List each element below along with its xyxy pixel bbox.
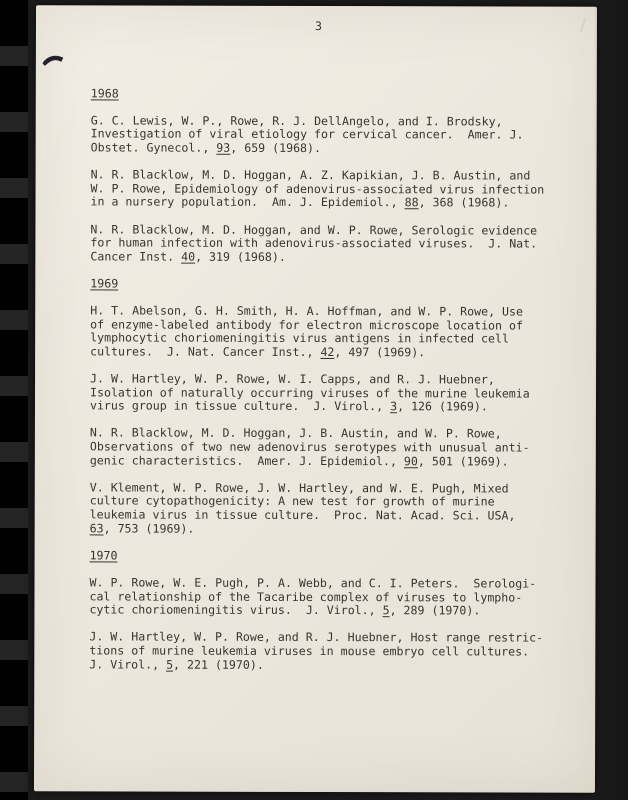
reference-entry bbox=[90, 305, 560, 361]
volume-number: 5 bbox=[382, 603, 390, 618]
year-heading: 1968 bbox=[90, 86, 119, 101]
reference-line: of enzyme-labeled antibody for electron microscope location of bbox=[90, 317, 523, 333]
reference-line: 63, 753 (1969). bbox=[89, 521, 195, 536]
reference-entry bbox=[90, 372, 560, 414]
reference-line: Observations of two new adenovirus serotypes with unusual anti- bbox=[89, 439, 530, 455]
reference-entry bbox=[90, 169, 560, 211]
volume-number: 42 bbox=[320, 344, 335, 359]
reference-line: genic characteristics. Amer. J. Epidemiol., 90, 501 (1969). bbox=[89, 453, 509, 469]
volume-number: 90 bbox=[403, 453, 418, 468]
volume-number: 93 bbox=[216, 140, 231, 155]
reference-line: cal relationship of the Tacaribe complex of viruses to lympho- bbox=[89, 588, 523, 605]
reference-line: lymphocytic choriomeningitis virus antigens in infected cell bbox=[90, 330, 509, 346]
reference-entry bbox=[90, 223, 560, 265]
film-sprocket-strip bbox=[0, 0, 28, 800]
reference-sections bbox=[89, 87, 561, 673]
reference-entry bbox=[89, 631, 559, 673]
reference-entry bbox=[90, 481, 560, 537]
reference-line: W. P. Rowe, W. E. Pugh, P. A. Webb, and C. I. Peters. Serologi- bbox=[89, 575, 537, 591]
volume-number: 40 bbox=[181, 249, 196, 264]
reference-line: in a nursery population. Am. J. Epidemiol., 88, 368 (1968). bbox=[90, 194, 510, 210]
reference-line: Investigation of viral etiology for cervical cancer. Amer. J. bbox=[90, 126, 524, 142]
page-body bbox=[34, 5, 597, 792]
reference-line: for human infection with adenovirus-associated viruses. J. Nat. bbox=[90, 235, 538, 251]
reference-line: N. R. Blacklow, M. D. Hoggan, J. B. Austin, and W. P. Rowe, bbox=[89, 425, 502, 441]
reference-line: N. R. Blacklow, M. D. Hoggan, and W. P. Rowe, Serologic evidence bbox=[90, 221, 538, 238]
reference-line: Obstet. Gynecol., 93, 659 (1968). bbox=[90, 140, 322, 155]
reference-line: J. W. Hartley, W. P. Rowe, W. I. Capps, and R. J. Huebner, bbox=[90, 371, 495, 387]
volume-number: 5 bbox=[166, 657, 174, 672]
reference-line: J. Virol., 5, 221 (1970). bbox=[89, 656, 264, 672]
reference-line: V. Klement, W. P. Rowe, J. W. Hartley, and W. E. Pugh, Mixed bbox=[89, 480, 509, 496]
reference-line: J. W. Hartley, W. P. Rowe, and R. J. Huebner, Host range restric- bbox=[89, 629, 544, 645]
reference-line: N. R. Blacklow, M. D. Hoggan, A. Z. Kapikian, J. B. Austin, and bbox=[90, 167, 531, 183]
reference-line: culture cytopathogenicity: A new test for growth of murine bbox=[89, 493, 495, 509]
year-heading: 1970 bbox=[89, 548, 118, 563]
reference-line: W. P. Rowe, Epidemiology of adenovirus-associated virus infection bbox=[90, 181, 545, 197]
year-section bbox=[89, 549, 559, 673]
year-heading: 1969 bbox=[90, 276, 119, 291]
document-page bbox=[34, 5, 597, 792]
volume-number: 88 bbox=[404, 195, 419, 210]
reference-line: Isolation of naturally occurring viruses of the murine leukemia bbox=[89, 385, 530, 401]
reference-entry bbox=[90, 427, 560, 469]
year-section bbox=[90, 277, 561, 537]
reference-line: virus group in tissue culture. J. Virol., 3, 126 (1969). bbox=[89, 398, 488, 414]
reference-line: cultures. J. Nat. Cancer Inst., 42, 497 (1969). bbox=[90, 344, 426, 360]
reference-entry bbox=[89, 576, 559, 618]
page-number: 3 bbox=[314, 18, 322, 34]
reference-entry bbox=[91, 114, 561, 156]
reference-line: leukemia virus in tissue culture. Proc. Nat. Acad. Sci. USA, bbox=[89, 507, 516, 523]
reference-line: tions of murine leukemia viruses in mouse embryo cell cultures. bbox=[89, 643, 530, 659]
reference-line: G. C. Lewis, W. P., Rowe, R. J. DellAngelo, and I. Brodsky, bbox=[90, 113, 503, 129]
volume-number: 63 bbox=[89, 521, 104, 536]
volume-number: 3 bbox=[390, 399, 398, 414]
year-section bbox=[90, 87, 560, 265]
right-edge-shadow bbox=[594, 0, 628, 800]
reference-line: H. T. Abelson, G. H. Smith, H. A. Hoffman, and W. P. Rowe, Use bbox=[90, 303, 524, 319]
reference-line: cytic choriomeningitis virus. J. Virol., 5, 289 (1970). bbox=[89, 602, 481, 618]
reference-line: Cancer Inst. 40, 319 (1968). bbox=[90, 249, 286, 264]
